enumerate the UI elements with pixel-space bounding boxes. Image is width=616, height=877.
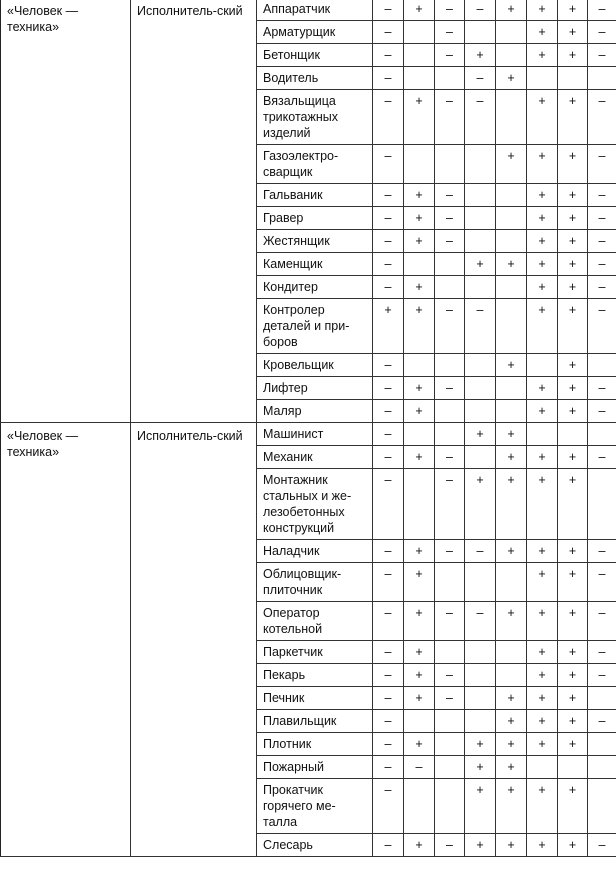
mark-cell: + xyxy=(404,834,435,857)
mark-cell: + xyxy=(496,253,527,276)
mark-cell: + xyxy=(558,469,588,540)
mark-cell: – xyxy=(373,756,404,779)
mark-cell: – xyxy=(435,834,465,857)
mark-cell: + xyxy=(404,602,435,641)
mark-cell xyxy=(465,641,496,664)
mark-cell: – xyxy=(588,400,616,423)
profession-cell: Контролер деталей и при-боров xyxy=(257,299,373,354)
mark-cell xyxy=(465,145,496,184)
profession-cell: Лифтер xyxy=(257,377,373,400)
mark-cell: + xyxy=(527,641,558,664)
mark-cell: – xyxy=(373,44,404,67)
mark-cell: + xyxy=(527,834,558,857)
mark-cell xyxy=(496,563,527,602)
mark-cell: + xyxy=(404,400,435,423)
mark-cell: – xyxy=(373,563,404,602)
mark-cell: + xyxy=(496,710,527,733)
mark-cell xyxy=(435,145,465,184)
mark-cell xyxy=(465,446,496,469)
mark-cell xyxy=(588,423,616,446)
mark-cell: – xyxy=(588,253,616,276)
mark-cell: – xyxy=(588,540,616,563)
mark-cell xyxy=(404,779,435,834)
profession-cell: Печник xyxy=(257,687,373,710)
mark-cell: + xyxy=(527,44,558,67)
mark-cell: + xyxy=(527,145,558,184)
mark-cell: + xyxy=(558,834,588,857)
mark-cell: + xyxy=(404,641,435,664)
mark-cell xyxy=(496,21,527,44)
mark-cell: + xyxy=(527,253,558,276)
mark-cell: + xyxy=(527,563,558,602)
mark-cell: – xyxy=(373,0,404,21)
profession-cell: Кровельщик xyxy=(257,354,373,377)
mark-cell xyxy=(496,641,527,664)
mark-cell: + xyxy=(558,540,588,563)
mark-cell xyxy=(496,44,527,67)
profession-cell: Механик xyxy=(257,446,373,469)
mark-cell xyxy=(404,145,435,184)
mark-cell: + xyxy=(558,0,588,21)
mark-cell: + xyxy=(404,299,435,354)
mark-cell: – xyxy=(588,299,616,354)
mark-cell: – xyxy=(373,602,404,641)
mark-cell: + xyxy=(496,67,527,90)
mark-cell: – xyxy=(373,145,404,184)
mark-cell: – xyxy=(588,641,616,664)
mark-cell xyxy=(558,423,588,446)
mark-cell: – xyxy=(373,446,404,469)
mark-cell: – xyxy=(373,540,404,563)
mark-cell xyxy=(465,207,496,230)
mark-cell: – xyxy=(435,446,465,469)
mark-cell: – xyxy=(435,299,465,354)
mark-cell xyxy=(435,400,465,423)
mark-cell: + xyxy=(527,299,558,354)
mark-cell: + xyxy=(527,710,558,733)
mark-cell: – xyxy=(373,207,404,230)
mark-cell: + xyxy=(558,687,588,710)
mark-cell: + xyxy=(496,446,527,469)
mark-cell: + xyxy=(527,446,558,469)
mark-cell: + xyxy=(465,779,496,834)
profession-cell: Машинист xyxy=(257,423,373,446)
mark-cell: + xyxy=(527,276,558,299)
mark-cell: + xyxy=(527,90,558,145)
profession-cell: Плавильщик xyxy=(257,710,373,733)
profession-cell: Монтажник стальных и же-лезобетонных конструкций xyxy=(257,469,373,540)
mark-cell xyxy=(435,779,465,834)
mark-cell: + xyxy=(496,756,527,779)
mark-cell xyxy=(465,400,496,423)
mark-cell: – xyxy=(588,145,616,184)
mark-cell: + xyxy=(404,184,435,207)
mark-cell: + xyxy=(527,779,558,834)
mark-cell: + xyxy=(496,145,527,184)
mark-cell: + xyxy=(496,423,527,446)
mark-cell: + xyxy=(558,253,588,276)
mark-cell: + xyxy=(465,756,496,779)
mark-cell xyxy=(435,710,465,733)
mark-cell: + xyxy=(465,253,496,276)
mark-cell: + xyxy=(404,207,435,230)
profession-cell: Плотник xyxy=(257,733,373,756)
mark-cell: + xyxy=(558,710,588,733)
mark-cell: – xyxy=(435,184,465,207)
profession-cell: Облицовщик-плиточник xyxy=(257,563,373,602)
mark-cell: + xyxy=(527,602,558,641)
group-cell: «Человек — техника» xyxy=(1,423,131,857)
profession-cell: Каменщик xyxy=(257,253,373,276)
profession-cell: Маляр xyxy=(257,400,373,423)
mark-cell xyxy=(527,756,558,779)
profession-cell: Наладчик xyxy=(257,540,373,563)
mark-cell: – xyxy=(373,641,404,664)
mark-cell: + xyxy=(558,276,588,299)
profession-cell: Слесарь xyxy=(257,834,373,857)
mark-cell xyxy=(465,710,496,733)
mark-cell xyxy=(435,276,465,299)
mark-cell xyxy=(435,756,465,779)
mark-cell xyxy=(496,299,527,354)
mark-cell xyxy=(558,756,588,779)
mark-cell: + xyxy=(558,664,588,687)
mark-cell xyxy=(496,184,527,207)
type-cell: Исполнитель-ский xyxy=(131,423,257,857)
profession-cell: Арматурщик xyxy=(257,21,373,44)
profession-cell: Газоэлектро-сварщик xyxy=(257,145,373,184)
mark-cell: + xyxy=(558,44,588,67)
mark-cell: – xyxy=(588,563,616,602)
mark-cell: – xyxy=(588,207,616,230)
mark-cell: + xyxy=(404,276,435,299)
mark-cell xyxy=(404,21,435,44)
profession-cell: Гальваник xyxy=(257,184,373,207)
mark-cell: – xyxy=(588,377,616,400)
mark-cell: – xyxy=(373,664,404,687)
mark-cell xyxy=(404,710,435,733)
mark-cell xyxy=(527,354,558,377)
mark-cell: – xyxy=(588,0,616,21)
profession-cell: Пекарь xyxy=(257,664,373,687)
mark-cell xyxy=(435,253,465,276)
mark-cell: + xyxy=(465,423,496,446)
mark-cell: – xyxy=(373,779,404,834)
mark-cell: + xyxy=(465,834,496,857)
mark-cell: – xyxy=(588,44,616,67)
mark-cell: + xyxy=(558,354,588,377)
mark-cell: + xyxy=(404,664,435,687)
mark-cell: + xyxy=(496,834,527,857)
type-cell: Исполнитель-ский xyxy=(131,0,257,423)
mark-cell: – xyxy=(435,602,465,641)
mark-cell: – xyxy=(465,540,496,563)
mark-cell: + xyxy=(465,44,496,67)
profession-cell: Бетонщик xyxy=(257,44,373,67)
mark-cell: – xyxy=(373,733,404,756)
mark-cell: + xyxy=(558,145,588,184)
mark-cell: + xyxy=(527,687,558,710)
mark-cell: + xyxy=(496,469,527,540)
mark-cell: – xyxy=(465,602,496,641)
mark-cell: + xyxy=(527,377,558,400)
mark-cell: + xyxy=(527,733,558,756)
mark-cell: – xyxy=(373,423,404,446)
mark-cell: + xyxy=(404,0,435,21)
mark-cell xyxy=(465,230,496,253)
mark-cell xyxy=(435,354,465,377)
mark-cell: – xyxy=(373,276,404,299)
mark-cell: – xyxy=(373,687,404,710)
mark-cell: – xyxy=(435,469,465,540)
mark-cell: – xyxy=(588,664,616,687)
mark-cell: + xyxy=(404,563,435,602)
profession-cell: Водитель xyxy=(257,67,373,90)
mark-cell: + xyxy=(496,687,527,710)
mark-cell: + xyxy=(527,540,558,563)
mark-cell: + xyxy=(496,733,527,756)
mark-cell: + xyxy=(558,563,588,602)
mark-cell: – xyxy=(435,687,465,710)
mark-cell: + xyxy=(558,207,588,230)
mark-cell xyxy=(404,423,435,446)
mark-cell: – xyxy=(373,90,404,145)
mark-cell: + xyxy=(527,207,558,230)
mark-cell: – xyxy=(435,377,465,400)
mark-cell: + xyxy=(496,602,527,641)
mark-cell: + xyxy=(496,540,527,563)
mark-cell xyxy=(588,354,616,377)
mark-cell: – xyxy=(588,446,616,469)
mark-cell: – xyxy=(373,400,404,423)
mark-cell: – xyxy=(373,21,404,44)
mark-cell: – xyxy=(373,253,404,276)
mark-cell xyxy=(496,664,527,687)
mark-cell xyxy=(496,276,527,299)
profession-cell: Вязальщица трикотажных изделий xyxy=(257,90,373,145)
mark-cell: – xyxy=(373,184,404,207)
mark-cell xyxy=(496,230,527,253)
mark-cell: – xyxy=(588,184,616,207)
mark-cell xyxy=(435,67,465,90)
mark-cell: – xyxy=(588,21,616,44)
mark-cell: + xyxy=(404,377,435,400)
mark-cell xyxy=(465,276,496,299)
mark-cell: – xyxy=(435,207,465,230)
mark-cell xyxy=(465,664,496,687)
mark-cell: + xyxy=(404,733,435,756)
mark-cell xyxy=(527,67,558,90)
mark-cell: + xyxy=(527,184,558,207)
mark-cell: + xyxy=(527,664,558,687)
profession-cell: Оператор котельной xyxy=(257,602,373,641)
mark-cell: – xyxy=(588,90,616,145)
mark-cell: + xyxy=(496,354,527,377)
mark-cell xyxy=(496,377,527,400)
mark-cell xyxy=(435,563,465,602)
mark-cell: – xyxy=(465,90,496,145)
profession-cell: Гравер xyxy=(257,207,373,230)
mark-cell: + xyxy=(527,21,558,44)
mark-cell: – xyxy=(373,377,404,400)
mark-cell xyxy=(404,44,435,67)
mark-cell: + xyxy=(527,0,558,21)
mark-cell: – xyxy=(435,540,465,563)
mark-cell xyxy=(496,400,527,423)
mark-cell: + xyxy=(558,184,588,207)
profession-cell: Пожарный xyxy=(257,756,373,779)
mark-cell xyxy=(404,67,435,90)
profession-cell: Аппаратчик xyxy=(257,0,373,21)
mark-cell xyxy=(404,469,435,540)
mark-cell: – xyxy=(435,44,465,67)
mark-cell xyxy=(465,687,496,710)
mark-cell xyxy=(588,779,616,834)
mark-cell: + xyxy=(496,779,527,834)
mark-cell: + xyxy=(558,90,588,145)
mark-cell: – xyxy=(465,0,496,21)
mark-cell xyxy=(465,184,496,207)
mark-cell: + xyxy=(527,400,558,423)
mark-cell: + xyxy=(558,779,588,834)
mark-cell: + xyxy=(558,446,588,469)
mark-cell: + xyxy=(465,733,496,756)
mark-cell xyxy=(588,67,616,90)
mark-cell: – xyxy=(373,710,404,733)
mark-cell xyxy=(496,207,527,230)
mark-cell: + xyxy=(404,230,435,253)
mark-cell: – xyxy=(373,834,404,857)
mark-cell: + xyxy=(404,687,435,710)
profession-cell: Прокатчик горячего ме-талла xyxy=(257,779,373,834)
mark-cell: + xyxy=(558,377,588,400)
mark-cell xyxy=(588,469,616,540)
mark-cell xyxy=(588,756,616,779)
profession-cell: Паркетчик xyxy=(257,641,373,664)
mark-cell xyxy=(527,423,558,446)
mark-cell xyxy=(435,733,465,756)
mark-cell: – xyxy=(373,67,404,90)
mark-cell: – xyxy=(588,230,616,253)
mark-cell: – xyxy=(465,299,496,354)
mark-cell: + xyxy=(558,230,588,253)
mark-cell: – xyxy=(588,276,616,299)
mark-cell: + xyxy=(527,230,558,253)
mark-cell: – xyxy=(435,0,465,21)
mark-cell: – xyxy=(588,834,616,857)
mark-cell: – xyxy=(588,710,616,733)
mark-cell: + xyxy=(527,469,558,540)
mark-cell: – xyxy=(404,756,435,779)
mark-cell: + xyxy=(373,299,404,354)
mark-cell: + xyxy=(558,299,588,354)
mark-cell: + xyxy=(558,602,588,641)
mark-cell: + xyxy=(404,90,435,145)
mark-cell: – xyxy=(435,664,465,687)
mark-cell xyxy=(404,253,435,276)
mark-cell xyxy=(558,67,588,90)
mark-cell: + xyxy=(465,469,496,540)
profession-cell: Жестянщик xyxy=(257,230,373,253)
mark-cell: + xyxy=(558,733,588,756)
mark-cell xyxy=(404,354,435,377)
mark-cell: – xyxy=(373,469,404,540)
mark-cell: – xyxy=(435,230,465,253)
table-row xyxy=(1,423,616,446)
mark-cell: – xyxy=(435,90,465,145)
mark-cell xyxy=(465,354,496,377)
mark-cell: – xyxy=(373,354,404,377)
group-cell: «Человек — техника» xyxy=(1,0,131,423)
mark-cell xyxy=(465,377,496,400)
mark-cell: + xyxy=(558,400,588,423)
mark-cell xyxy=(588,733,616,756)
mark-cell xyxy=(496,90,527,145)
mark-cell xyxy=(465,21,496,44)
mark-cell xyxy=(588,687,616,710)
mark-cell: + xyxy=(558,21,588,44)
mark-cell: – xyxy=(435,21,465,44)
mark-cell: – xyxy=(465,67,496,90)
mark-cell: – xyxy=(588,602,616,641)
mark-cell: – xyxy=(373,230,404,253)
mark-cell: + xyxy=(558,641,588,664)
profession-cell: Кондитер xyxy=(257,276,373,299)
mark-cell: + xyxy=(404,446,435,469)
mark-cell xyxy=(435,423,465,446)
mark-cell xyxy=(435,641,465,664)
mark-cell xyxy=(465,563,496,602)
mark-cell: + xyxy=(496,0,527,21)
mark-cell: + xyxy=(404,540,435,563)
table-row xyxy=(1,0,616,21)
